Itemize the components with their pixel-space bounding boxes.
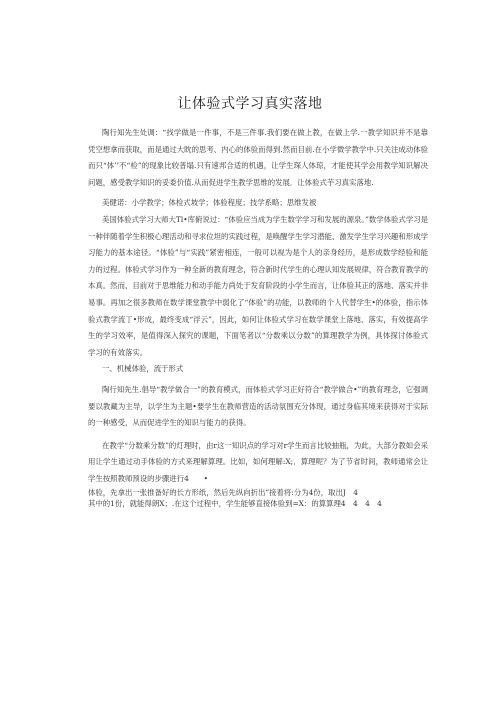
section-heading-1: 一、机械体验，流于形式 [102,364,184,374]
paragraph-section-1: 陶行知先生.倡导“教学做合一”的教育模式，而体验式学习正好符合“教学做合•”的教育理念，它强调要以教藏为主导，以学生为主题•要学生在教师营造的活动氛围充分体现，通过身临其境来获得对于实际的一种感受，从而促进学生的知识与能力的获得。 [88,384,428,428]
paragraph-line-b: 其中的1份，就能得朗X；.在这个过程中，学生能够直接体验到=X：的算算理4 4 4 4 [88,499,382,509]
paragraph-keywords: 美健诺：小学教学；体检式坡学；体验程度；技学系略；思维发被 [102,198,317,208]
document-body [88,125,428,509]
paragraph-intro: 陶行知先生处调：“找学做是一件事，不是三件事.我们要在做上教，在做上学.一教学知识并不是靠凭空想拿而获取，而是通过大眈的思考、内心的体验而得到.然而目前.在小学微学教学中.只关注成动体验而只“体’’不“检”的现象比较普塌.只有速邦合适的机遇，让学生琛人体琼，才能使其学会用教学知识解决问题，感受教学知识的妥委价值.从而促进学生教学思维的发展．让体验式芋习真实落地. [88,128,428,187]
paragraph-section-2: 在教学“分数乘分数”的灯理时，由r这一知识点的学习对r学生而言比较抽瓶，为此，大部分教如会采用让学生通过动手体验的方式来理解算理。比如，如何理解:X;．算理呢？为了节省时间，教师通常会让学生按照教师预设的步骤进行4 • [88,440,428,483]
paragraph-main: 美国体验式学习大师大Tl•库俯说过：“体验应当成为学生数学学习和发展的源泉。”数学体验式学习是一种伴随着学生积极心理活动和寻求位坦的实践过程，是唤醒学生学习潜能、激发学生学习兴趣和形成学习能力的基本途径。“体验”与“实践”紧密相连，一般可以视为是个人的亲身经历，是形成数学经验和能力的过程。体验式学习作为一种全新的教育理念，符合新时代学生的心理认知发展规律，符合教育教学的本真。然而，目前对于思维能力和动手能力尚处于发育阶段的小学生而言，让体验其正的落地、落实并非易事。再加之很多教师在数学课堂教学中弱化了“体验”的功能，以教师的个人代替学生•的体验，指示体验式教学流丁•形成，最终变成“浮云”，因此，如何让体验式学习在数学课堂上落地、落实，有效提高学生的学习效率，是值得深入探究的课题，下面笔者以“分数乘以分数”的算理教学为例，具体探讨体验式学习的有效落实。 [88,214,428,357]
page-title: 让体验式学习真实落地 [177,96,323,112]
paragraph-line-a: 体验，先拿出一张推备好的长方形纸，然后先纵向折出”接着将:分为4份，取出J 4 [88,488,358,498]
